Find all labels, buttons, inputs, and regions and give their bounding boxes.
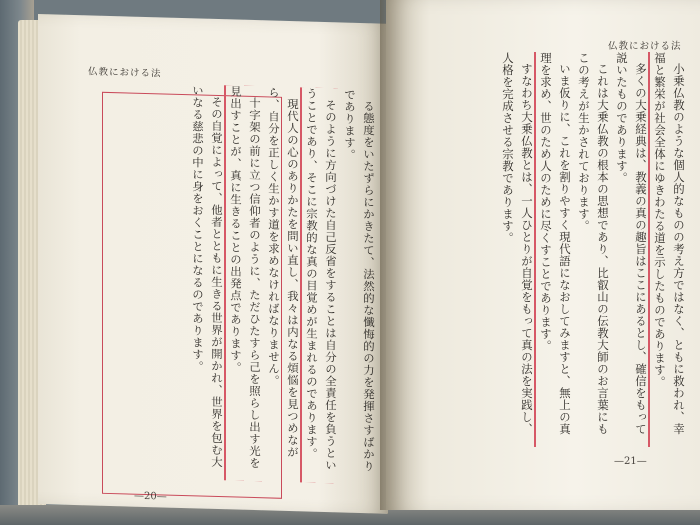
left-page <box>38 14 388 514</box>
paragraph: いま仮りに、これを割りやすく現代語になおしてみますと、無上の真理を求め、世のため人のために尽くすことであります。 <box>536 52 574 447</box>
page-number: —21— <box>614 456 647 467</box>
paragraph: その自覚によって、他者とともに生きる世界が開かれ、世界を包む大いなる慈悲の中に身をおくことになるのであります。 <box>191 84 224 469</box>
body-text <box>98 82 378 485</box>
body-text <box>400 52 688 447</box>
page-number: —20— <box>134 490 167 503</box>
paragraph: 小乗仏教のような個人的なものの考え方ではなく、ともに救われ、幸福と繁栄が社会全体にゆきわたる道を示したものであります。 <box>650 52 688 447</box>
paragraph: 十字架の前に立つ信仰者のように、ただひたすら己を照らし出す光を見出すことが、真に生きることの出発点であります。 <box>226 85 264 481</box>
running-header: 仏教における法 <box>88 66 162 80</box>
running-header: 仏教における法 <box>608 41 682 52</box>
paragraph: 多くの大乗経典は、教義の真の趣旨はここにあるとし、確信をもって説いたものであります。 <box>615 52 648 436</box>
paragraph: 現代人の心のありかたを問い直し、我々は内なる煩悩を見つめながら、自分を正しく生かす道を求めなければなりません。 <box>267 86 300 459</box>
right-page <box>386 0 700 510</box>
paragraph: る態度をいたずらにかきたて、法然的な懺悔的の力を発揮さすばかりであります。 <box>343 88 376 473</box>
paragraph: これは大乗仏教の根本の思想であり、比叡山の伝教大師のお言葉にもこの考えが生かされております。 <box>577 52 610 436</box>
paragraph: そのように方向づけた自己反省をすることは自分の全責任を負うということであり、そこに宗教的な真の目覚めが生まれるのであります。 <box>302 87 340 483</box>
paragraph: すなわち大乗仏教とは、一人ひとりが自覚をもって真の法を実践し、人格を完成させる宗教であります。 <box>501 52 534 436</box>
